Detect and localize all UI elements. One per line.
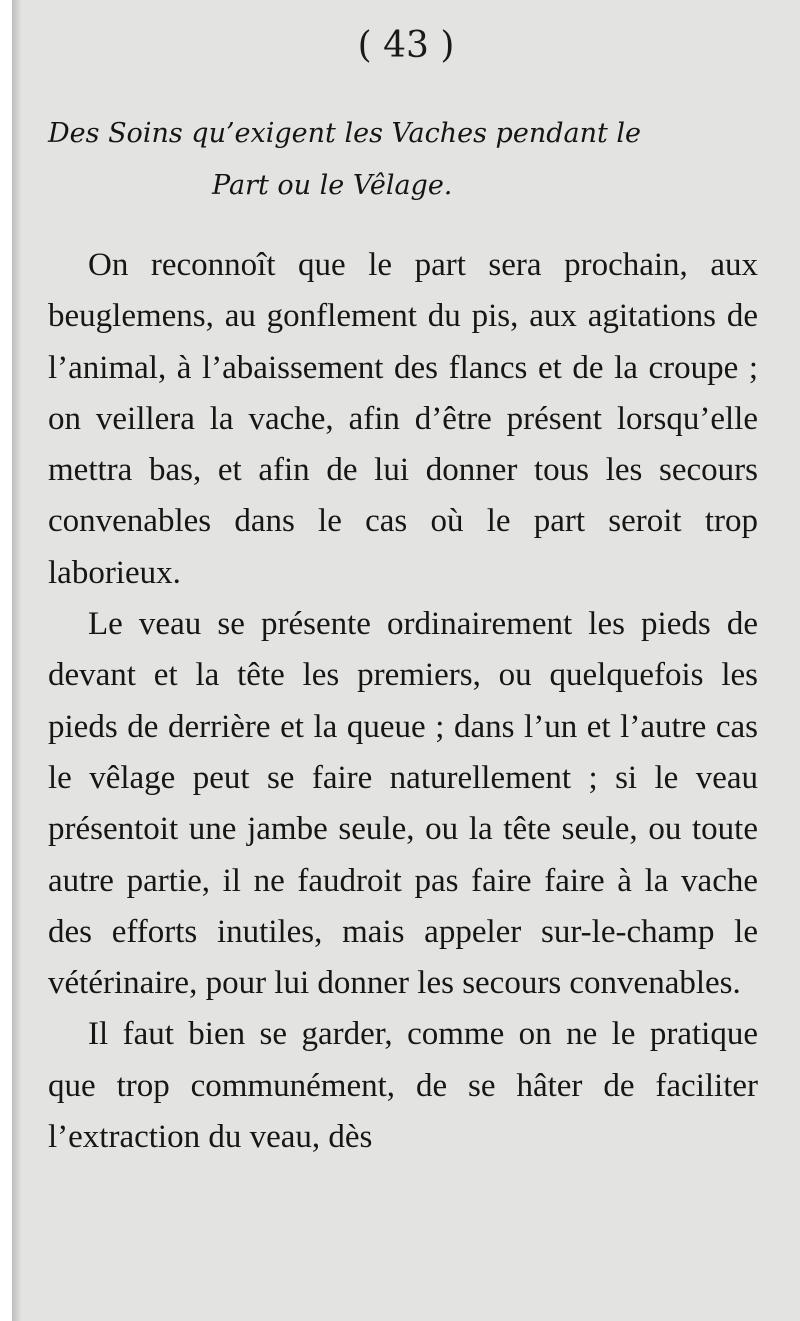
page-number: ( 43 ) (357, 25, 455, 66)
section-heading-line-2: Part ou le Vêlage. (212, 170, 453, 201)
binding-shadow (12, 0, 22, 1321)
book-page (12, 0, 800, 1321)
paragraph: On reconnoît que le part sera prochain, aux beuglemens, au gonflement du pis, aux agitations de l’animal, à l’abaissement des flancs et de la croupe ; on veillera la vache, afin d’être présent lorsqu’elle mettra bas, et afin de lui donner tous les secours convenables dans le cas où le part seroit trop laborieux. (48, 247, 758, 591)
paragraph: Le veau se présente ordinairement les pieds de devant et la tête les premiers, ou quelquefois les pieds de derrière et la queue ; dans l’un et l’autre cas le vêlage peut se faire naturellement ; si le veau présentoit une jambe seule, ou la tête seule, ou toute autre partie, il ne faudroit pas faire faire à la vache des efforts inutiles, mais appeler sur-le-champ le vétérinaire, pour lui donner les secours convenables. (48, 606, 758, 1002)
body-text (48, 240, 758, 1163)
paragraph: Il faut bien se garder, comme on ne le pratique que trop communément, de se hâter de faciliter l’extraction du veau, dès (48, 1016, 758, 1156)
section-heading-line-1: Des Soins qu’exigent les Vaches pendant le (48, 118, 642, 149)
